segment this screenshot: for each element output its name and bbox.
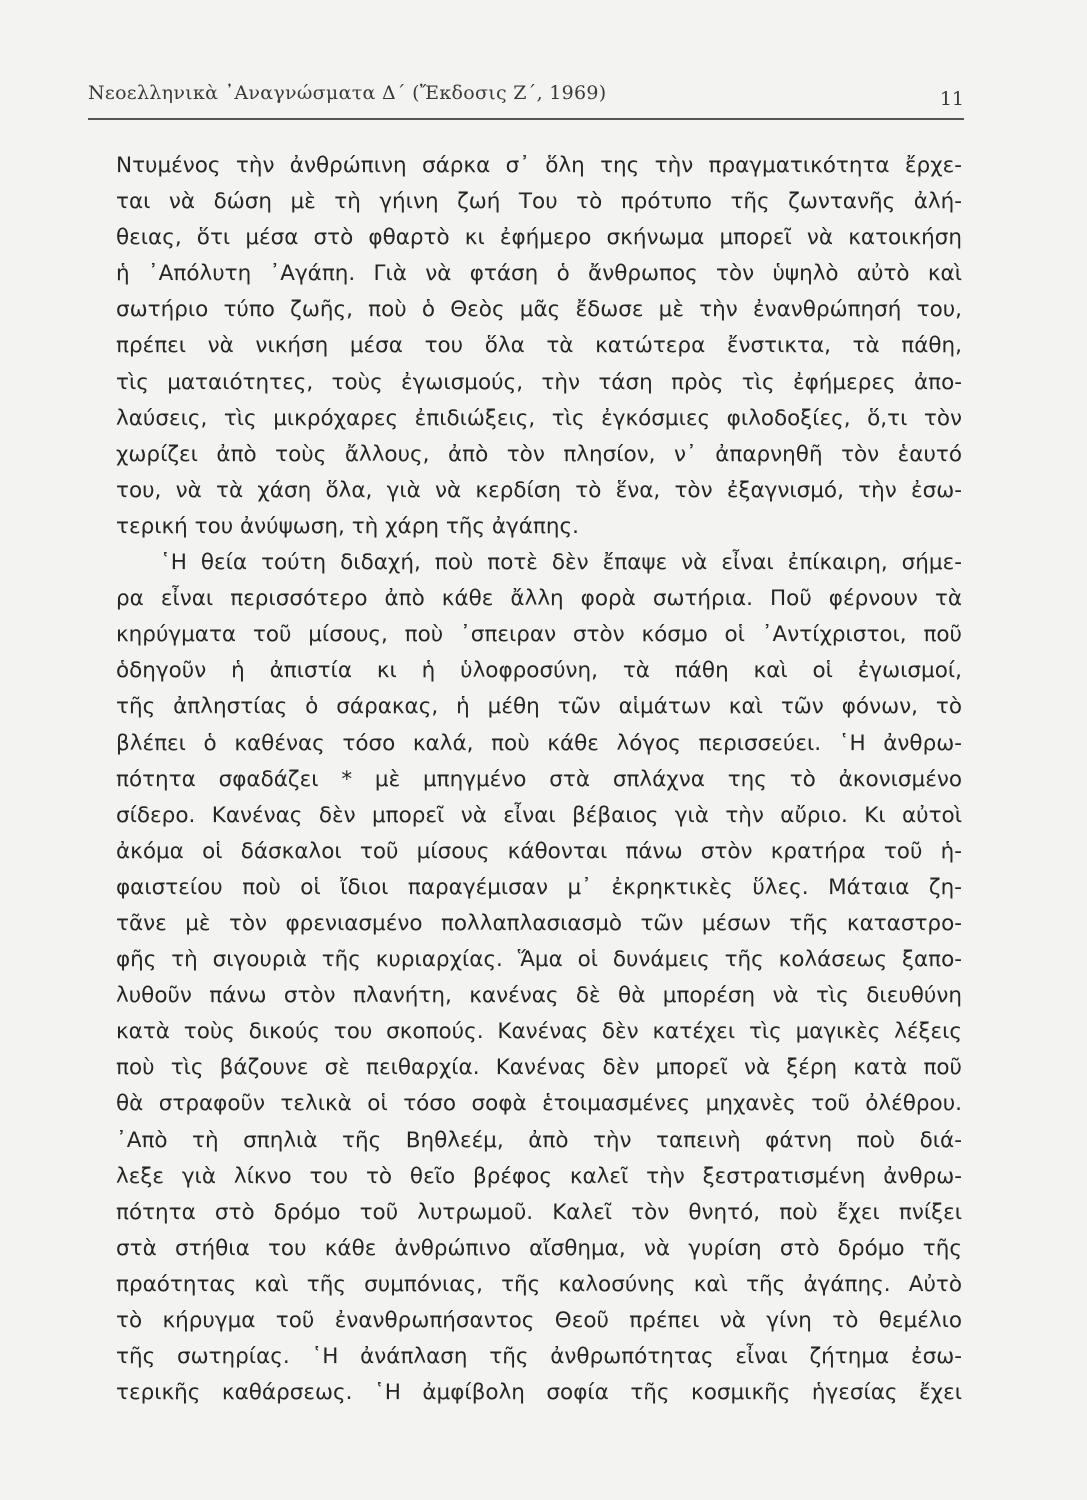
text-line: Ντυμένος τὴν ἀνθρώπινη σάρκα σ᾿ ὅλη της τὴν πραγματικότητα ἔρχε- (116, 153, 962, 178)
text-line: ρα εἶναι περισσότερο ἀπὸ κάθε ἄλλη φορὰ σωτήρια. Ποῦ φέρνουν τὰ (116, 586, 962, 612)
text-line: τερικῆς καθάρσεως. ῾Η ἀμφίβολη σοφία τῆς κοσμικῆς ἡγεσίας ἔχει (116, 1380, 962, 1406)
header-rule (88, 118, 964, 120)
text-line: τὶς ματαιότητες, τοὺς ἐγωισμούς, τὴν τάση πρὸς τὶς ἐφήμερες ἀπο- (116, 369, 962, 395)
text-line: τερική του ἀνύψωση, τὴ χάρη τῆς ἀγάπης. (116, 513, 579, 539)
text-line: θειας, ὅτι μέσα στὸ φθαρτὸ κι ἐφήμερο σκήνωμα μπορεῖ νὰ κατοικήση (116, 225, 962, 251)
book-title: Νεοελληνικὰ ᾿Αναγνώσματα Δ΄ (Ἔκδοσις Ζ΄, 1969) (88, 82, 607, 104)
body-text (116, 148, 962, 1411)
text-line: λεξε γιὰ λίκνο του τὸ θεῖο βρέφος καλεῖ τὴν ξεστρατισμένη ἀνθρω- (116, 1163, 962, 1189)
text-line: ᾿Απὸ τὴ σπηλιὰ τῆς Βηθλεέμ, ἀπὸ τὴν ταπεινὴ φάτνη ποὺ διά- (116, 1127, 962, 1153)
text-line: ὁδηγοῦν ἡ ἀπιστία κι ἡ ὑλοφροσύνη, τὰ πάθη καὶ οἱ ἐγωισμοί, (116, 658, 962, 684)
text-line: τῆς σωτηρίας. ῾Η ἀνάπλαση τῆς ἀνθρωπότητας εἶναι ζήτημα ἐσω- (116, 1344, 962, 1370)
text-line: κηρύγματα τοῦ μίσους, ποὺ ᾿σπειραν στὸν κόσμο οἱ ᾿Αντίχριστοι, ποῦ (116, 622, 962, 648)
paragraph-2 (116, 545, 962, 1411)
text-line: φῆς τὴ σιγουριὰ τῆς κυριαρχίας. Ἅμα οἱ δυνάμεις τῆς κολάσεως ξαπο- (116, 947, 962, 973)
text-line: βλέπει ὁ καθένας τόσο καλά, ποὺ κάθε λόγος περισσεύει. ῾Η ἀνθρω- (116, 730, 962, 756)
paragraph-1 (116, 148, 962, 545)
running-header (88, 82, 964, 114)
text-line: λυθοῦν πάνω στὸν πλανήτη, κανένας δὲ θὰ μπορέση νὰ τὶς διευθύνη (116, 983, 962, 1009)
text-line: πότητα στὸ δρόμο τοῦ λυτρωμοῦ. Καλεῖ τὸν θνητό, ποὺ ἔχει πνίξει (116, 1199, 962, 1225)
text-line: τᾶνε μὲ τὸν φρενιασμένο πολλαπλασιασμὸ τῶν μέσων τῆς καταστρο- (116, 910, 962, 936)
text-line: σίδερο. Κανένας δὲν μπορεῖ νὰ εἶναι βέβαιος γιὰ τὴν αὔριο. Κι αὐτοὶ (116, 802, 962, 828)
text-line: φαιστείου ποὺ οἱ ἴδιοι παραγέμισαν μ᾿ ἐκρηκτικὲς ὕλες. Μάταια ζη- (116, 874, 962, 900)
text-line: στὰ στήθια του κάθε ἀνθρώπινο αἴσθημα, νὰ γυρίση στὸ δρόμο τῆς (116, 1235, 962, 1261)
text-line: ἡ ᾿Απόλυτη ᾿Αγάπη. Γιὰ νὰ φτάση ὁ ἄνθρωπος τὸν ὑψηλὸ αὐτὸ καὶ (116, 261, 962, 287)
text-line: σωτήριο τύπο ζωῆς, ποὺ ὁ Θεὸς μᾶς ἔδωσε μὲ τὴν ἐνανθρώπησή του, (116, 297, 962, 323)
text-line: ῾Η θεία τούτη διδαχή, ποὺ ποτὲ δὲν ἔπαψε νὰ εἶναι ἐπίκαιρη, σήμε- (160, 550, 962, 576)
text-line: πότητα σφαδάζει * μὲ μπηγμένο στὰ σπλάχνα της τὸ ἀκονισμένο (116, 766, 962, 792)
text-line: πραότητας καὶ τῆς συμπόνιας, τῆς καλοσύνης καὶ τῆς ἀγάπης. Αὐτὸ (116, 1271, 962, 1297)
text-line: του, νὰ τὰ χάση ὅλα, γιὰ νὰ κερδίση τὸ ἕνα, τὸν ἐξαγνισμό, τὴν ἐσω- (116, 477, 962, 503)
text-line: θὰ στραφοῦν τελικὰ οἱ τόσο σοφὰ ἑτοιμασμένες μηχανὲς τοῦ ὀλέθρου. (116, 1091, 962, 1117)
text-line: ποὺ τὶς βάζουνε σὲ πειθαρχία. Κανένας δὲν μπορεῖ νὰ ξέρη κατὰ ποῦ (116, 1055, 962, 1081)
page-number: 11 (939, 88, 964, 110)
text-line: κατὰ τοὺς δικούς του σκοπούς. Κανένας δὲν κατέχει τὶς μαγικὲς λέξεις (116, 1019, 962, 1045)
text-line: ἀκόμα οἱ δάσκαλοι τοῦ μίσους κάθονται πάνω στὸν κρατήρα τοῦ ἡ- (116, 838, 962, 864)
text-line: λαύσεις, τὶς μικρόχαρες ἐπιδιώξεις, τὶς ἐγκόσμιες φιλοδοξίες, ὅ,τι τὸν (116, 405, 962, 431)
text-line: τῆς ἀπληστίας ὁ σάρακας, ἡ μέθη τῶν αἱμάτων καὶ τῶν φόνων, τὸ (116, 694, 962, 720)
text-line: τὸ κήρυγμα τοῦ ἐνανθρωπήσαντος Θεοῦ πρέπει νὰ γίνη τὸ θεμέλιο (116, 1308, 962, 1333)
text-line: πρέπει νὰ νικήση μέσα του ὅλα τὰ κατώτερα ἔνστικτα, τὰ πάθη, (116, 333, 962, 359)
text-line: χωρίζει ἀπὸ τοὺς ἄλλους, ἀπὸ τὸν πλησίον, ν᾿ ἀπαρνηθῆ τὸν ἑαυτό (116, 441, 962, 467)
text-line: ται νὰ δώση μὲ τὴ γήινη ζωή Του τὸ πρότυπο τῆς ζωντανῆς ἀλή- (116, 189, 962, 215)
